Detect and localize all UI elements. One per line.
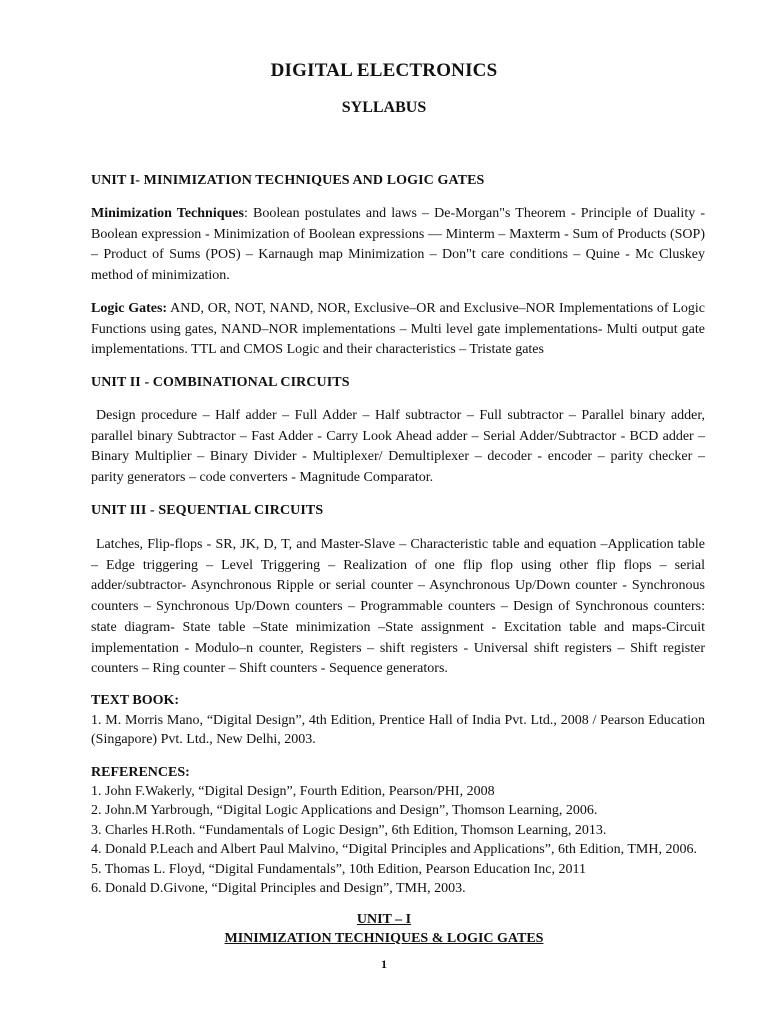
reference-item: 1. John F.Wakerly, “Digital Design”, Fourth Edition, Pearson/PHI, 2008 xyxy=(91,784,495,799)
minimization-text: : Boolean postulates and laws – De-Morgan"s Theorem - Principle of Duality - Boolean expression - Minimization of Boolean expressions –– Minterm – Maxterm - Sum of Products (SOP) – Product of Sums (POS) – Karnaugh map Minimization – Don"t care conditions – Quine - Mc Cluskey method of minimization. xyxy=(91,206,706,284)
reference-item: 6. Donald D.Givone, “Digital Principles and Design”, TMH, 2003. xyxy=(91,881,466,897)
unit1-minimization-paragraph xyxy=(91,204,705,287)
unit2-paragraph: Design procedure – Half adder – Full Adder – Half subtractor – Full subtractor – Parallel binary adder, parallel binary Subtractor – Fast Adder - Carry Look Ahead adder – Serial Adder/Subtractor - BCD adder – Binary Multiplier – Binary Divider - Multiplexer/ Demultiplexer – decoder - encoder – parity checker – parity generators – code converters - Magnitude Comparator. xyxy=(91,408,705,486)
minimization-label: Minimization Techniques xyxy=(91,206,244,221)
logic-gates-label: Logic Gates: xyxy=(91,301,168,316)
textbook-heading: TEXT BOOK: xyxy=(91,693,180,708)
unit3-heading: UNIT III - SEQUENTIAL CIRCUITS xyxy=(91,503,324,518)
document-subtitle: SYLLABUS xyxy=(341,99,427,116)
references-list xyxy=(91,782,705,898)
references-heading: REFERENCES: xyxy=(91,765,190,780)
unit3-paragraph: Latches, Flip-flops - SR, JK, D, T, and Master-Slave – Characteristic table and equation –Application table – Edge triggering – Level Triggering – Realization of one flip flop using other flip flops – serial adder/subtractor- Asynchronous Ripple or serial counter – Asynchronous Up/Down counter - Synchronous counters – Synchronous Up/Down counters – Programmable counters – Design of Synchronous counters: state diagram- State table –State minimization –State assignment - Excitation table and maps-Circuit implementation - Modulo–n counter, Registers – shift registers - Universal shift registers – Shift register counters – Ring counter – Shift counters - Sequence generators. xyxy=(91,537,705,677)
unit-title: MINIMIZATION TECHNIQUES & LOGIC GATES xyxy=(224,931,544,946)
document-title: DIGITAL ELECTRONICS xyxy=(270,60,498,81)
page-number: 1 xyxy=(381,957,387,971)
unit-label: UNIT – I xyxy=(356,912,412,927)
logic-gates-text: AND, OR, NOT, NAND, NOR, Exclusive–OR and Exclusive–NOR Implementations of Logic Functions using gates, NAND–NOR implementations – Multi level gate implementations- Multi output gate implementations. TTL and CMOS Logic and their characteristics – Tristate gates xyxy=(91,301,705,358)
textbook-entry: 1. M. Morris Mano, “Digital Design”, 4th Edition, Prentice Hall of India Pvt. Ltd., 2008 / Pearson Education (Singapore) Pvt. Ltd., New Delhi, 2003. xyxy=(91,713,705,747)
reference-item: 3. Charles H.Roth. “Fundamentals of Logic Design”, 6th Edition, Thomson Learning, 2013. xyxy=(91,822,607,838)
reference-item: 4. Donald P.Leach and Albert Paul Malvino, “Digital Principles and Applications”, 6th Edition, TMH, 2006. xyxy=(91,842,697,858)
unit2-heading: UNIT II - COMBINATIONAL CIRCUITS xyxy=(91,375,350,390)
reference-item: 5. Thomas L. Floyd, “Digital Fundamentals”, 10th Edition, Pearson Education Inc, 2011 xyxy=(91,861,586,877)
unit1-logic-gates-paragraph xyxy=(91,299,705,361)
unit1-heading: UNIT I- MINIMIZATION TECHNIQUES AND LOGIC GATES xyxy=(91,173,485,188)
reference-item: 2. John.M Yarbrough, “Digital Logic Applications and Design”, Thomson Learning, 2006. xyxy=(91,803,598,819)
